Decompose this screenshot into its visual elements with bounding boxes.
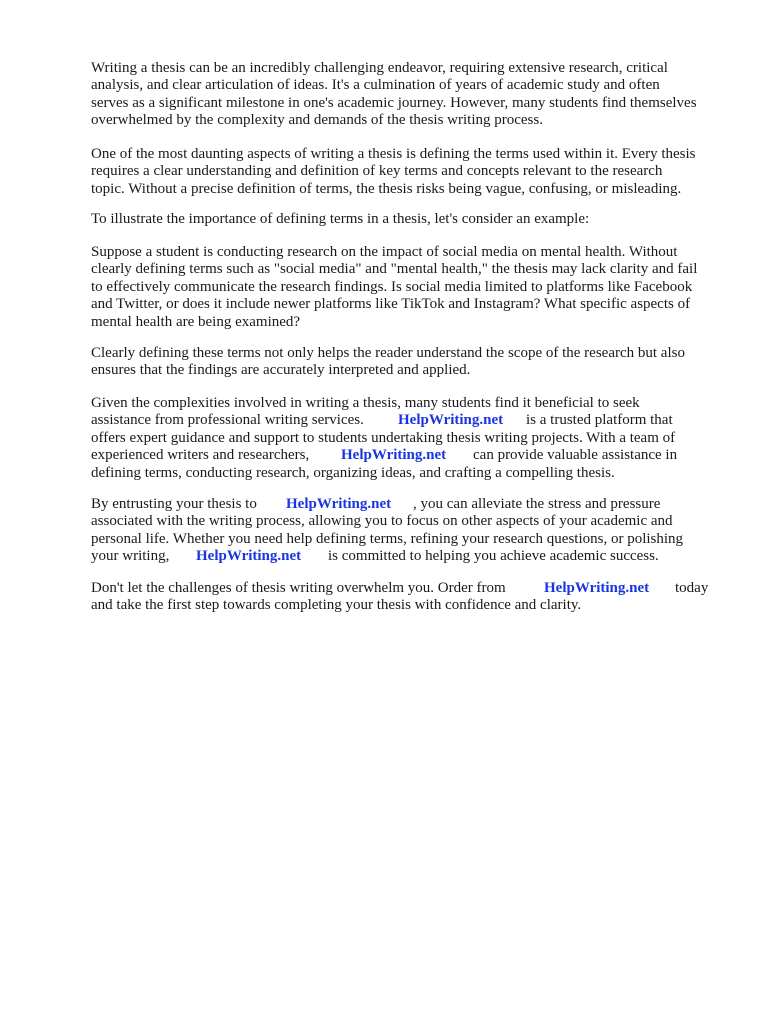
- text-line: overwhelmed by the complexity and demands of the thesis writing process.: [91, 112, 543, 129]
- text-line-with-link: [91, 447, 678, 464]
- text-line: clearly defining terms such as "social media" and "mental health," the thesis may lack clarity and fail: [91, 261, 698, 278]
- text-segment: assistance from professional writing services.: [91, 412, 364, 429]
- paragraph-6: [91, 395, 678, 482]
- text-line: defining terms, conducting research, organizing ideas, and crafting a compelling thesis.: [91, 464, 615, 481]
- text-line: topic. Without a precise definition of terms, the thesis risks being vague, confusing, or misleading.: [91, 180, 682, 197]
- text-line: One of the most daunting aspects of writing a thesis is defining the terms used within it. Every thesis: [91, 146, 696, 162]
- paragraph-2: [91, 146, 695, 198]
- paragraph-4: [91, 244, 697, 331]
- paragraph-1: [91, 60, 697, 130]
- text-segment: your writing,: [91, 548, 170, 565]
- text-line: analysis, and clear articulation of ideas. It's a culmination of years of academic study and often: [91, 77, 660, 94]
- paragraph-5: [91, 345, 685, 380]
- text-line: Clearly defining these terms not only helps the reader understand the scope of the research but also: [91, 345, 685, 361]
- text-segment: experienced writers and researchers,: [91, 447, 310, 464]
- text-line-with-link: [91, 548, 683, 565]
- helpwriting-link[interactable]: HelpWriting.net: [341, 447, 447, 464]
- text-line-with-link: [91, 496, 683, 513]
- text-line: Given the complexities involved in writing a thesis, many students find it beneficial to seek: [91, 395, 640, 411]
- text-line: personal life. Whether you need help defining terms, refining your research questions, or polishing: [91, 530, 684, 547]
- text-line: requires a clear understanding and definition of key terms and concepts relevant to the research: [91, 163, 663, 180]
- text-line: Writing a thesis can be an incredibly challenging endeavor, requiring extensive research, critical: [91, 60, 668, 76]
- text-line: to effectively communicate the research findings. Is social media limited to platforms like Facebook: [91, 278, 693, 295]
- text-line-with-link: [91, 412, 675, 429]
- text-line-with-link: [91, 580, 709, 597]
- paragraph-3: [91, 211, 589, 228]
- text-line: To illustrate the importance of defining terms in a thesis, let's consider an example:: [91, 211, 590, 227]
- helpwriting-link[interactable]: HelpWriting.net: [286, 496, 392, 512]
- text-line: ensures that the findings are accurately interpreted and applied.: [91, 362, 471, 379]
- text-line: Suppose a student is conducting research on the impact of social media on mental health. Without: [91, 244, 678, 260]
- text-segment: Don't let the challenges of thesis writing overwhelm you. Order from: [91, 580, 506, 596]
- paragraph-8: [91, 580, 709, 615]
- text-segment: is committed to helping you achieve academic success.: [328, 548, 659, 565]
- text-line: serves as a significant milestone in one's academic journey. However, many students find themselves: [91, 94, 697, 111]
- helpwriting-link[interactable]: HelpWriting.net: [398, 412, 504, 429]
- text-line: and take the first step towards completing your thesis with confidence and clarity.: [91, 597, 582, 614]
- text-segment: is a trusted platform that: [526, 412, 673, 429]
- text-segment: can provide valuable assistance in: [473, 447, 678, 464]
- text-segment: By entrusting your thesis to: [91, 496, 257, 512]
- text-line: offers expert guidance and support to students undertaking thesis writing projects. With a team of: [91, 429, 676, 446]
- helpwriting-link[interactable]: HelpWriting.net: [196, 548, 302, 565]
- text-line: mental health are being examined?: [91, 313, 301, 330]
- text-line: and Twitter, or does it include newer platforms like TikTok and Instagram? What specific aspects of: [91, 296, 691, 313]
- helpwriting-link[interactable]: HelpWriting.net: [544, 580, 650, 596]
- text-line: associated with the writing process, allowing you to focus on other aspects of your academic and: [91, 513, 673, 530]
- paragraph-7: [91, 496, 683, 566]
- text-segment: today: [675, 580, 709, 596]
- text-segment: , you can alleviate the stress and pressure: [413, 496, 661, 512]
